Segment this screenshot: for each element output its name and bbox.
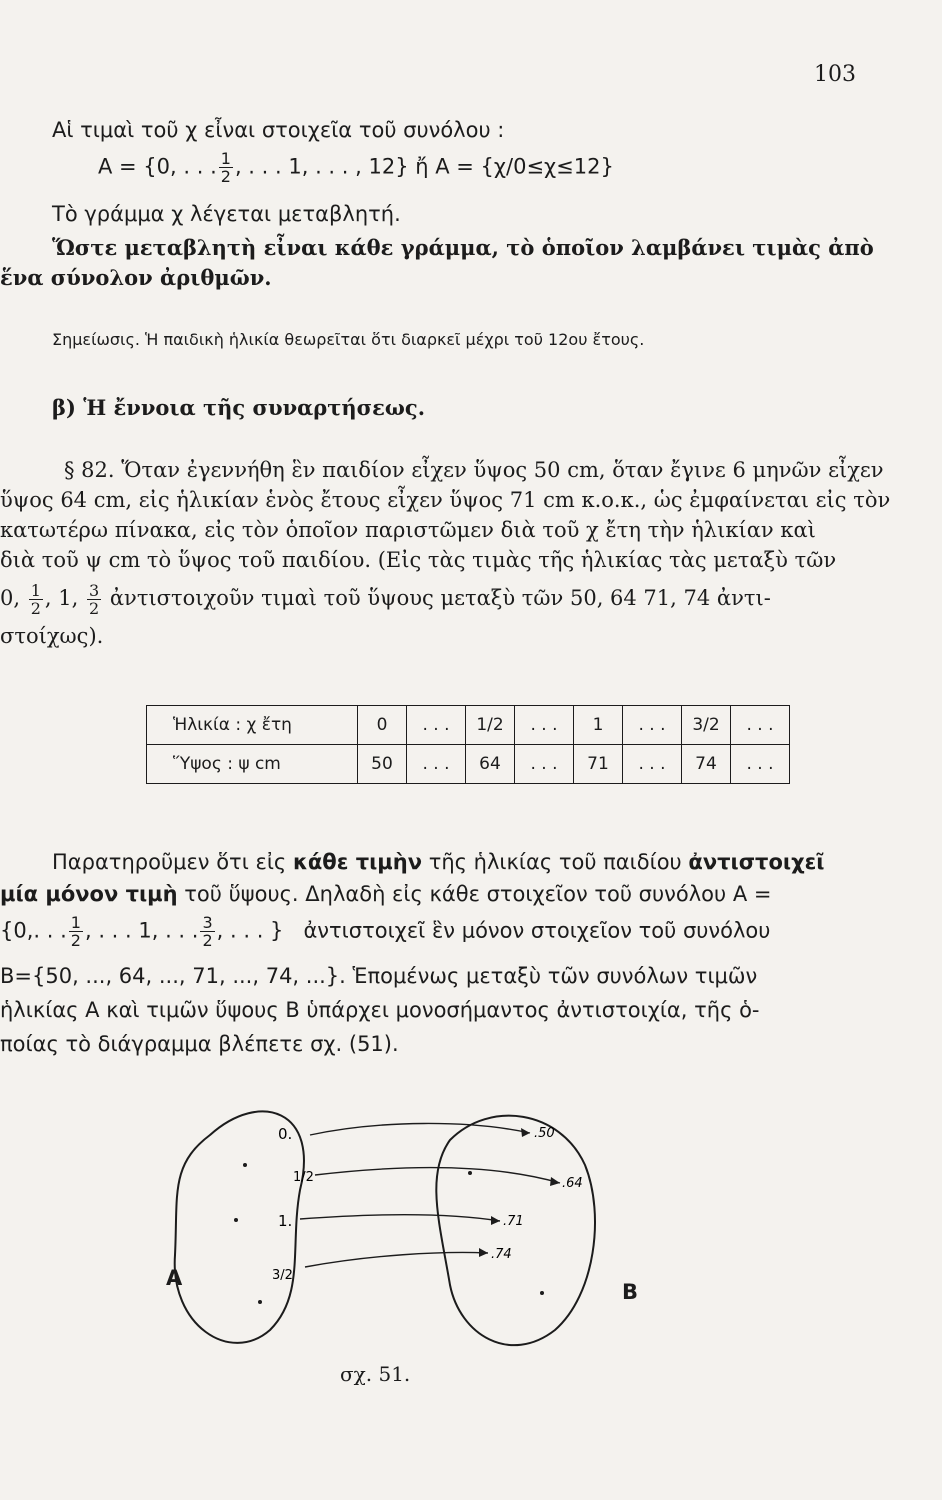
variable-definition-cont: ἕνα σύνολον ἀριθμῶν. xyxy=(0,265,272,290)
set-definition: A = {0, . . . $\frac{1}{2}$ , . . . 1, . . . , 12} ἤ A = {χ/0≤χ≤12} xyxy=(98,149,614,186)
b-element-50: .50 xyxy=(534,1126,555,1141)
arrow-three-halves-74 xyxy=(305,1253,488,1267)
table-cell: 0 xyxy=(358,706,407,745)
b-dot xyxy=(468,1171,472,1175)
row-label-height: Ὕψος : ψ cm xyxy=(147,745,358,784)
a-element-1: 1. xyxy=(278,1212,293,1230)
age-height-table xyxy=(146,705,790,784)
observation-line1: Παρατηροῦμεν ὅτι εἰς κάθε τιμὴν τῆς ἡλικίας τοῦ παιδίου ἀντιστοιχεῖ xyxy=(52,850,825,874)
table-cell: . . . xyxy=(731,706,790,745)
table-cell: . . . xyxy=(407,706,466,745)
observation-line3: {0,. . . $\frac{1}{2}$ , . . . 1, . . . $\frac{3}{2}$ , . . . } ἀντιστοιχεῖ ἓν μόνον στοιχεῖον τοῦ συνόλου xyxy=(0,913,771,950)
section-heading: β) Ἡ ἔννοια τῆς συναρτήσεως. xyxy=(52,395,426,420)
arrow-0-50 xyxy=(310,1123,530,1135)
fraction-half: $\frac{1}{2}$ xyxy=(220,149,231,186)
a-element-0: 0. xyxy=(278,1125,293,1143)
observation-line6: ποίας τὸ διάγραμμα βλέπετε σχ. (51). xyxy=(0,1032,399,1056)
b-element-71: .71 xyxy=(503,1214,524,1229)
observation-line2: μία μόνον τιμὴ τοῦ ὕψους. Δηλαδὴ εἰς κάθε στοιχεῖον τοῦ συνόλου A = xyxy=(0,882,772,906)
fraction-half: $\frac{1}{2}$ xyxy=(30,581,41,618)
table-cell: . . . xyxy=(515,745,574,784)
para82-line3: κατωτέρω πίνακα, εἰς τὸν ὁποῖον παριστῶμεν διὰ τοῦ χ ἔτη τὴν ἡλικίαν καὶ xyxy=(0,518,816,542)
variable-definition: Ὥστε μεταβλητὴ εἶναι κάθε γράμμα, τὸ ὁποῖον λαμβάνει τιμὰς ἀπὸ xyxy=(52,235,874,260)
fraction-three-halves: $\frac{3}{2}$ xyxy=(202,913,213,950)
arrow-1-71 xyxy=(300,1215,500,1221)
para82-line1: § 82. Ὅταν ἐγεννήθη ἓν παιδίον εἶχεν ὕψος 50 cm, ὅταν ἔγινε 6 μηνῶν εἶχεν xyxy=(64,458,884,482)
arrowhead xyxy=(550,1177,560,1186)
a-dot xyxy=(234,1218,238,1222)
table-cell: 1/2 xyxy=(466,706,515,745)
para82-line6: στοίχως). xyxy=(0,624,104,648)
a-dot xyxy=(243,1163,247,1167)
a-dot xyxy=(258,1300,262,1304)
table-cell: 1 xyxy=(574,706,623,745)
table-cell: . . . xyxy=(623,745,682,784)
fraction-half: $\frac{1}{2}$ xyxy=(70,913,81,950)
figure-caption: σχ. 51. xyxy=(340,1362,411,1386)
page-number: 103 xyxy=(814,62,856,87)
table-cell: 74 xyxy=(682,745,731,784)
set-b-outline xyxy=(436,1116,595,1345)
para82-line5: 0, $\frac{1}{2}$ , 1, $\frac{3}{2}$ ἀντιστοιχοῦν τιμαὶ τοῦ ὕψους μεταξὺ τῶν 50, 64 71, 74 ἀντι- xyxy=(0,581,771,618)
para82-line4: διὰ τοῦ ψ cm τὸ ὕψος τοῦ παιδίου. (Εἰς τὰς τιμὰς τῆς ἡλικίας τὰς μεταξὺ τῶν xyxy=(0,548,837,572)
table-cell: 50 xyxy=(358,745,407,784)
fraction-three-halves: $\frac{3}{2}$ xyxy=(89,581,100,618)
table-cell: . . . xyxy=(623,706,682,745)
table-cell: . . . xyxy=(731,745,790,784)
table-row xyxy=(147,745,790,784)
note: Σημείωσις. Ἡ παιδικὴ ἡλικία θεωρεῖται ὅτι διαρκεῖ μέχρι τοῦ 12ου ἔτους. xyxy=(52,330,645,349)
table-cell: 3/2 xyxy=(682,706,731,745)
table-cell: . . . xyxy=(515,706,574,745)
variable-sentence: Τὸ γράμμα χ λέγεται μεταβλητή. xyxy=(52,202,401,226)
table-cell: 64 xyxy=(466,745,515,784)
arrowhead xyxy=(479,1248,488,1257)
set-a-label: A xyxy=(166,1266,183,1290)
b-dot xyxy=(540,1291,544,1295)
b-element-64: .64 xyxy=(562,1176,583,1191)
b-element-74: .74 xyxy=(491,1247,512,1262)
a-element-half: 1/2 xyxy=(293,1170,314,1185)
row-label-age: Ἡλικία : χ ἔτη xyxy=(147,706,358,745)
set-b-label: B xyxy=(622,1280,639,1304)
observation-line4: B={50, ..., 64, ..., 71, ..., 74, ...}. Ἑπομένως μεταξὺ τῶν συνόλων τιμῶν xyxy=(0,964,758,988)
arrowhead xyxy=(521,1128,530,1137)
a-element-three-halves: 3/2 xyxy=(272,1268,293,1283)
table-cell: 71 xyxy=(574,745,623,784)
observation-line5: ἡλικίας A καὶ τιμῶν ὕψους B ὑπάρχει μονοσήμαντος ἀντιστοιχία, τῆς ὁ- xyxy=(0,998,760,1022)
mapping-diagram xyxy=(150,1095,670,1355)
table-cell: . . . xyxy=(407,745,466,784)
table-row xyxy=(147,706,790,745)
arrowhead xyxy=(491,1216,500,1225)
intro-line: Αἱ τιμαὶ τοῦ χ εἶναι στοιχεῖα τοῦ συνόλου : xyxy=(52,118,505,142)
para82-line2: ὕψος 64 cm, εἰς ἡλικίαν ἑνὸς ἔτους εἶχεν ὕψος 71 cm κ.ο.κ., ὡς ἐμφαίνεται εἰς τὸν xyxy=(0,488,891,512)
